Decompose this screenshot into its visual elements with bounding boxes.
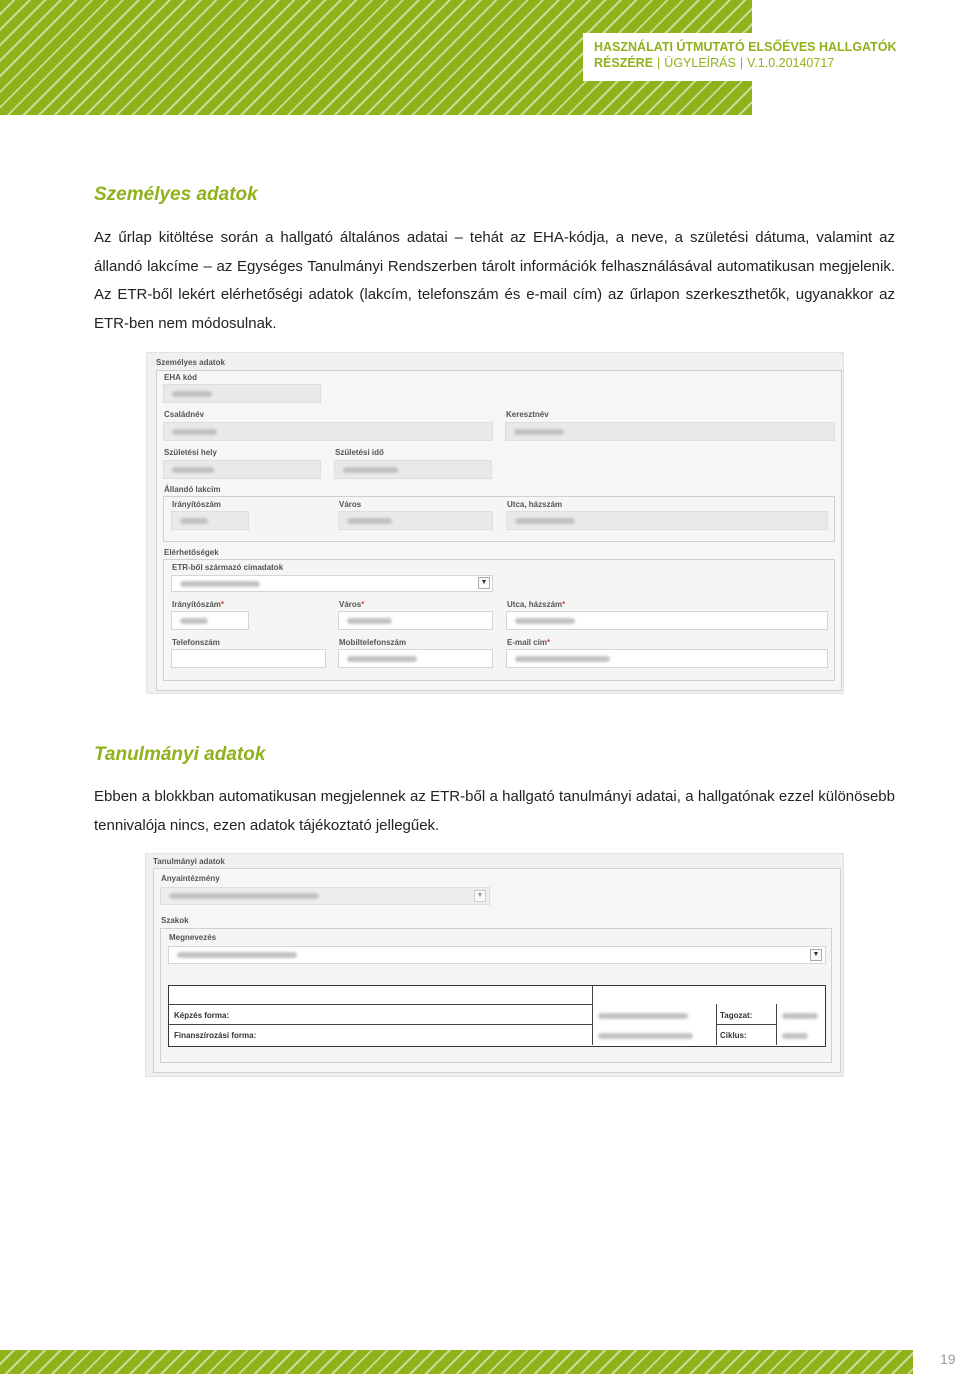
header-title: HASZNÁLATI ÚTMUTATÓ ELSŐÉVES HALLGATÓK	[594, 40, 897, 54]
section-paragraph-personal: Az űrlap kitöltése során a hallgató általános adatai – tehát az EHA-kódja, a neve, a születési dátuma, valamint az állandó lakcíme – az Egységes Tanulmányi Rendszerben tárolt információk felhasználásával automatikusan megjelenik. Az ETR-ből lekért elérhetőségi adatok (lakcím, telefonszám és e-mail cím) az űrlapon szerkeszthetők, ugyanakkor az ETR-ben nem módosulnak.	[94, 229, 895, 332]
zip-field	[171, 511, 249, 530]
city-label: Város	[339, 500, 362, 509]
chevron-down-icon: ▼	[474, 890, 486, 902]
chevron-down-icon: ▼	[810, 949, 822, 961]
phone-label: Telefonszám	[172, 638, 220, 647]
city-required-label: Város*	[339, 600, 365, 609]
given-name-field	[505, 422, 835, 441]
mobile-label: Mobiltelefonszám	[339, 638, 407, 647]
address-group-label: Állandó lakcím	[164, 485, 221, 494]
institution-label: Anyaintézmény	[161, 874, 220, 883]
training-form-label: Képzés forma:	[174, 1011, 230, 1020]
street-input[interactable]	[506, 611, 828, 630]
finance-form-label: Finanszírozási forma:	[174, 1031, 257, 1040]
zip-input[interactable]	[171, 611, 249, 630]
birth-date-field	[334, 460, 492, 479]
header-subtitle: RÉSZÉRE | ÜGYLEÍRÁS | V.1.0.20140717	[594, 56, 835, 70]
mobile-input[interactable]	[338, 649, 493, 668]
cycle-value	[782, 1033, 808, 1039]
phone-input[interactable]	[171, 649, 326, 668]
family-name-label: Családnév	[164, 410, 205, 419]
document-header	[583, 33, 960, 81]
section-title-personal: Személyes adatok	[94, 184, 258, 205]
zip-label: Irányítószám	[172, 500, 221, 509]
zip-required-label: Irányítószám*	[172, 600, 225, 609]
street-field	[506, 511, 828, 530]
city-field	[338, 511, 493, 530]
email-input[interactable]	[506, 649, 828, 668]
eha-label: EHA kód	[164, 373, 198, 382]
program-name-label: Megnevezés	[169, 933, 217, 942]
form2-heading: Tanulmányi adatok	[153, 857, 225, 866]
department-label: Tagozat:	[720, 1011, 753, 1020]
cycle-label: Ciklus:	[720, 1031, 747, 1040]
birth-place-label: Születési hely	[164, 448, 217, 457]
training-form-value	[598, 1013, 688, 1019]
personal-data-form-screenshot	[146, 352, 844, 694]
family-name-field	[163, 422, 493, 441]
street-required-label: Utca, házszám*	[507, 600, 566, 609]
birth-date-label: Születési idő	[335, 448, 384, 457]
chevron-down-icon: ▼	[478, 577, 490, 589]
programs-group-label: Szakok	[161, 916, 189, 925]
contacts-group-label: Elérhetőségek	[164, 548, 219, 557]
birth-place-field	[163, 460, 321, 479]
department-value	[782, 1013, 818, 1019]
given-name-label: Keresztnév	[506, 410, 549, 419]
form-heading: Személyes adatok	[156, 358, 225, 367]
etr-address-select[interactable]	[171, 575, 493, 592]
section-paragraph-studies: Ebben a blokkban automatikusan megjelennek az ETR-ből a hallgató tanulmányi adatai, a hallgatónak ezzel különösebb tennivalója nincs, ezen adatok tájékoztató jellegűek.	[94, 788, 895, 834]
section-title-studies: Tanulmányi adatok	[94, 744, 266, 765]
etr-address-label: ETR-ből származó címadatok	[172, 563, 284, 572]
eha-field	[163, 384, 321, 403]
studies-form-screenshot	[145, 853, 844, 1077]
institution-select	[160, 887, 490, 905]
page-number: 19	[940, 1351, 956, 1367]
city-input[interactable]	[338, 611, 493, 630]
street-label: Utca, házszám	[507, 500, 563, 509]
footer-stripe-band	[0, 1350, 913, 1374]
email-label: E-mail cím*	[507, 638, 551, 647]
finance-form-value	[598, 1033, 693, 1039]
program-name-select[interactable]	[168, 946, 826, 964]
